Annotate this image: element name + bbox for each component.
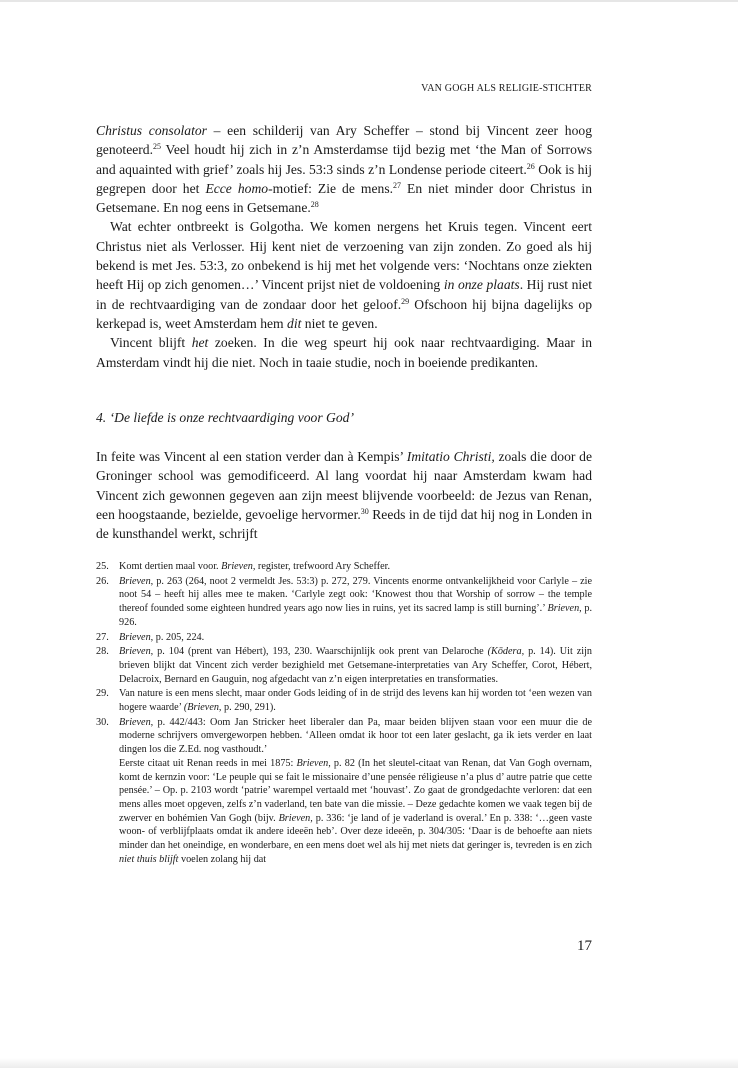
section-heading: 4. ‘De liefde is onze rechtvaardiging voor God’ xyxy=(96,410,354,425)
footnote-number: 29. xyxy=(96,688,109,700)
footnote-text: Brieven, p. 263 (264, noot 2 vermeldt Jes. 53:3) p. 272, 279. Vincents enorme ontvankelijkheid voor Carlyle – zie noot 54 – heeft hij alles mee te maken. ‘Carlyle zegt ook: ‘Knowest thou that Worship of sorrow – the temple thereof founded some eighteen hundred years ago now lies in ruins, yet its sacred lamp is still burning’.’ Brieven, p. 926. xyxy=(119,575,593,628)
footnote-number: 28. xyxy=(96,646,109,658)
footnote-27 xyxy=(96,631,592,645)
footnote-text: Brieven, p. 205, 224. xyxy=(119,631,205,643)
footnote-29 xyxy=(96,687,592,714)
footnote-ref: 28 xyxy=(310,200,319,210)
paragraph-1: Christus consolator – een schilderij van Ary Scheffer – stond bij Vincent zeer hoog genoteerd.$^{25}$ Veel houdt hij zich in z’n Amsterdamse tijd bezig met ‘the Man of Sorrows and aquainted with grief’ zoals hij Jes. 53:3 sinds z’n Londense periode citeert.$^{26}$ Ook is hij gegrepen door het Ecce homo-motief: Zie de mens.$^{27}$ En niet minder door Christus in Getsemane. En nog eens in Getsemane.$^{28}$ xyxy=(96,123,592,216)
footnote-30 xyxy=(96,716,592,867)
page-edge-bottom xyxy=(0,1058,738,1068)
footnote-28 xyxy=(96,645,592,686)
footnote-ref: 25 xyxy=(153,142,161,152)
footnote-text: Brieven, p. 442/443: Oom Jan Stricker heet liberaler dan Pa, maar beiden blijven staan voor een muur die de moderne schrijvers omvergeworpen hebben. ‘Alleen omdat ik hoor tot een later geslacht, ga ik iets verder en laat dingen los die Z.Ed. nog vasthoudt.’ Eerste citaat uit Renan reeds in mei 1875: Brieven, p. 82 (In het sleutel-citaat van Renan, dat Van Gogh overnam, komt de kernzin voor: ‘Le peuple qui se fait le missionaire d’une pensée réligieuse n’a plus d’ autre patrie que cette pensée.’ – Op. p. 2103 wordt ‘patrie’ warempel vertaald met ‘houvast’. Zo gaat de grondgedachte verloren: dat een mens alles moet opgeven, zelfs z’n vaderland, ten bate van die missie. – Deze gedachte komen we vaak tegen bij de zwerver en bohémien Van Gogh (bijv. Brieven, p. 336: ‘je land of je vaderland is overal.’ En p. 338: ‘…geen vaste woon- of verblijfplaats omdat ik andere ideeën heb’. Over deze ideeën, p. 304/305: ‘Daar is de behoefte aan niets minder dan het oneindige, en wonderbare, en een mens doet wel als hij met niets dat geringer is, tevreden is en zich niet thuis blijft voelen zolang hij dat xyxy=(119,716,593,865)
footnote-number: 25. xyxy=(96,561,109,572)
page-number: 17 xyxy=(577,938,592,954)
paragraph-2: Wat echter ontbreekt is Golgotha. We komen nergens het Kruis tegen. Vincent eert Christus niet als Verlosser. Hij kent niet de verzoening van zijn zonden. Zo goed als hij bekend is met Jes. 53:3, zo onbekend is hij met het volgende vers: ‘Nochtans onze ziekten heeft Hij op zich genomen…’ Vincent prijst niet de voldoening in onze plaats. Hij rust niet in de rechtvaardiging van de zondaar door het geloof.$^{29}$ Ofschoon hij bijna dagelijks op kerkepad is, weet Amsterdam hem dit niet te geven. xyxy=(96,219,592,331)
footnote-number: 27. xyxy=(96,631,109,643)
body-text xyxy=(96,121,592,372)
footnote-ref: 30 xyxy=(360,506,369,516)
footnote-ref: 26 xyxy=(526,161,535,171)
footnote-number: 26. xyxy=(96,575,109,587)
footnote-text: Brieven, p. 104 (prent van Hébert), 193, 230. Waarschijnlijk ook prent van Delaroche (Kōdera, p. 14). Uit zijn brieven blijkt dat Vincent zich verder bezighield met Getsemane-interpretaties van Ary Scheffer, Corot, Hébert, Delacroix, Bernard en Gauguin, nog afgedacht van z’n eigen interpretaties en transformaties. xyxy=(119,646,593,685)
footnote-ref: 27 xyxy=(393,180,402,190)
section-paragraph: In feite was Vincent al een station verder dan à Kempis’ Imitatio Christi, zoals die door de Groninger school was gemodificeerd. Al lang voordat hij naar Amsterdam kwam had Vincent zich gewonnen gegeven aan zijn meest blijvende voorbeeld: de Jezus van Renan, een hoogstaande, bezielde, gevoelige hervormer.$^{30}$ Reeds in de tijd dat hij nog in Londen in de kunsthandel werkt, schrijft xyxy=(96,449,592,542)
footnote-25 xyxy=(96,560,592,574)
footnote-ref: 29 xyxy=(401,296,410,306)
footnotes xyxy=(96,560,592,867)
page-edge-top xyxy=(0,0,738,2)
footnote-text: Komt dertien maal voor. Brieven, register, trefwoord Ary Scheffer. xyxy=(119,561,390,572)
running-header: VAN GOGH ALS RELIGIE-STICHTER xyxy=(421,83,592,94)
footnote-number: 30. xyxy=(96,716,109,728)
footnote-26 xyxy=(96,575,592,630)
paragraph-3: Vincent blijft het zoeken. In die weg speurt hij ook naar rechtvaardiging. Maar in Amsterdam vindt hij die niet. Noch in taaie studie, noch in boeiende predikanten. xyxy=(96,335,592,370)
footnote-text: Van nature is een mens slecht, maar onder Gods leiding of in de strijd des levens kan hij worden tot ‘een wezen van hogere waarde’ (Brieven, p. 290, 291). xyxy=(119,688,592,714)
